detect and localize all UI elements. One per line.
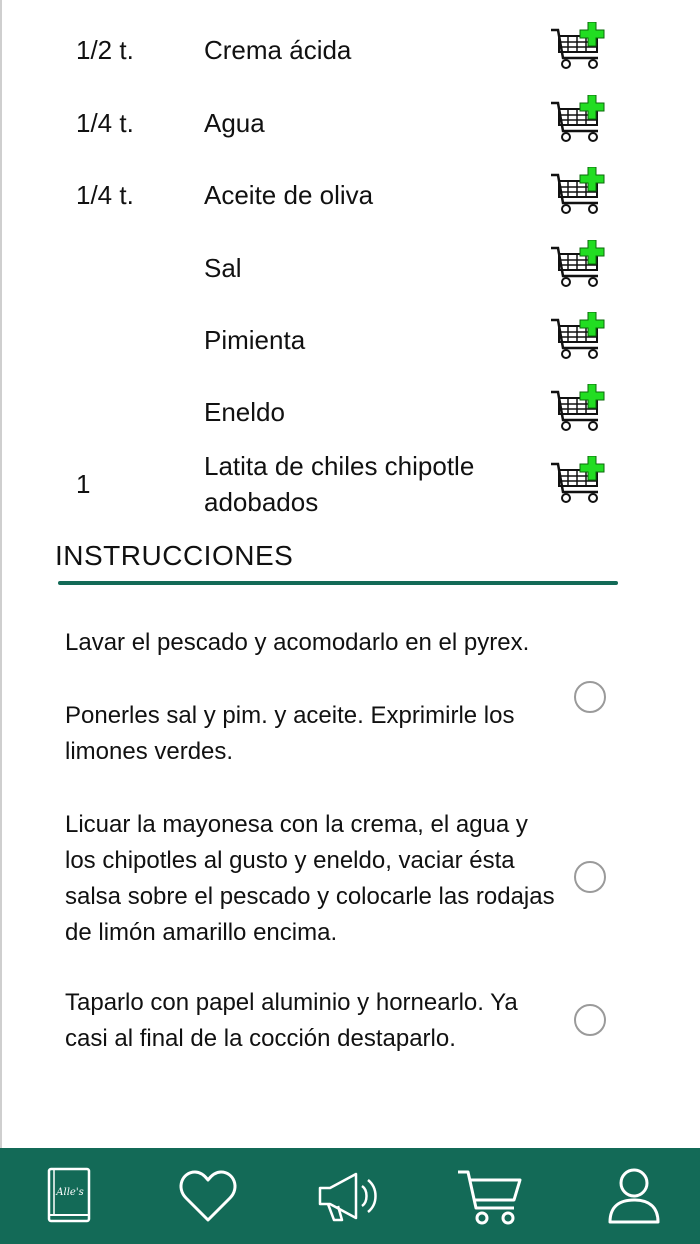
ingredient-quantity: 1/4 t. (76, 108, 134, 138)
left-frame-border (0, 0, 2, 1148)
cart-plus-icon (548, 22, 612, 72)
cart-plus-icon (548, 167, 612, 217)
book-icon (44, 1165, 96, 1227)
step-complete-radio[interactable] (574, 1004, 606, 1036)
instructions-title: INSTRUCCIONES (55, 540, 294, 571)
ingredient-name: Eneldo (204, 397, 285, 427)
cart-icon (456, 1166, 524, 1226)
add-to-cart-button[interactable] (548, 22, 612, 72)
add-to-cart-button[interactable] (548, 95, 612, 145)
add-to-cart-button[interactable] (548, 456, 612, 506)
user-icon (606, 1166, 662, 1226)
instruction-step: Lavar el pescado y acomodarlo en el pyrex. (65, 629, 530, 656)
ingredient-name: Latita de chiles chipotle adobados (204, 451, 475, 517)
step-complete-radio[interactable] (574, 681, 606, 713)
instructions-divider (58, 581, 618, 585)
book-logo-text: Alle's (56, 1187, 84, 1198)
add-to-cart-button[interactable] (548, 312, 612, 362)
nav-cart-button[interactable] (442, 1148, 538, 1244)
cart-plus-icon (548, 312, 612, 362)
ingredient-name: Sal (204, 253, 242, 283)
ingredient-name: Pimienta (204, 325, 306, 355)
bottom-navigation-bar (0, 1148, 700, 1244)
megaphone-icon (316, 1168, 380, 1224)
nav-announcements-button[interactable] (300, 1148, 396, 1244)
instruction-step: Taparlo con papel aluminio y hornearlo. Ya casi al final de la cocción destaparlo. (65, 989, 518, 1052)
heart-icon (178, 1168, 238, 1224)
cart-plus-icon (548, 384, 612, 434)
cart-plus-icon (548, 240, 612, 290)
ingredient-name: Aceite de oliva (204, 180, 374, 210)
ingredient-quantity: 1/2 t. (76, 35, 134, 65)
ingredient-name: Agua (204, 108, 265, 138)
ingredient-quantity: 1/4 t. (76, 180, 134, 210)
nav-favorites-button[interactable] (160, 1148, 256, 1244)
nav-recipe-book-button[interactable] (22, 1148, 118, 1244)
cart-plus-icon (548, 456, 612, 506)
nav-profile-button[interactable] (586, 1148, 682, 1244)
add-to-cart-button[interactable] (548, 240, 612, 290)
step-complete-radio[interactable] (574, 861, 606, 893)
cart-plus-icon (548, 95, 612, 145)
add-to-cart-button[interactable] (548, 384, 612, 434)
ingredient-quantity: 1 (76, 469, 91, 499)
add-to-cart-button[interactable] (548, 167, 612, 217)
instruction-step: Ponerles sal y pim. y aceite. Exprimirle los limones verdes. (65, 702, 515, 765)
instruction-step: Licuar la mayonesa con la crema, el agua y los chipotles al gusto y eneldo, vaciar ésta salsa sobre el pescado y colocarle las rodajas de limón amarillo encima. (65, 811, 555, 946)
ingredient-name: Crema ácida (204, 35, 352, 65)
